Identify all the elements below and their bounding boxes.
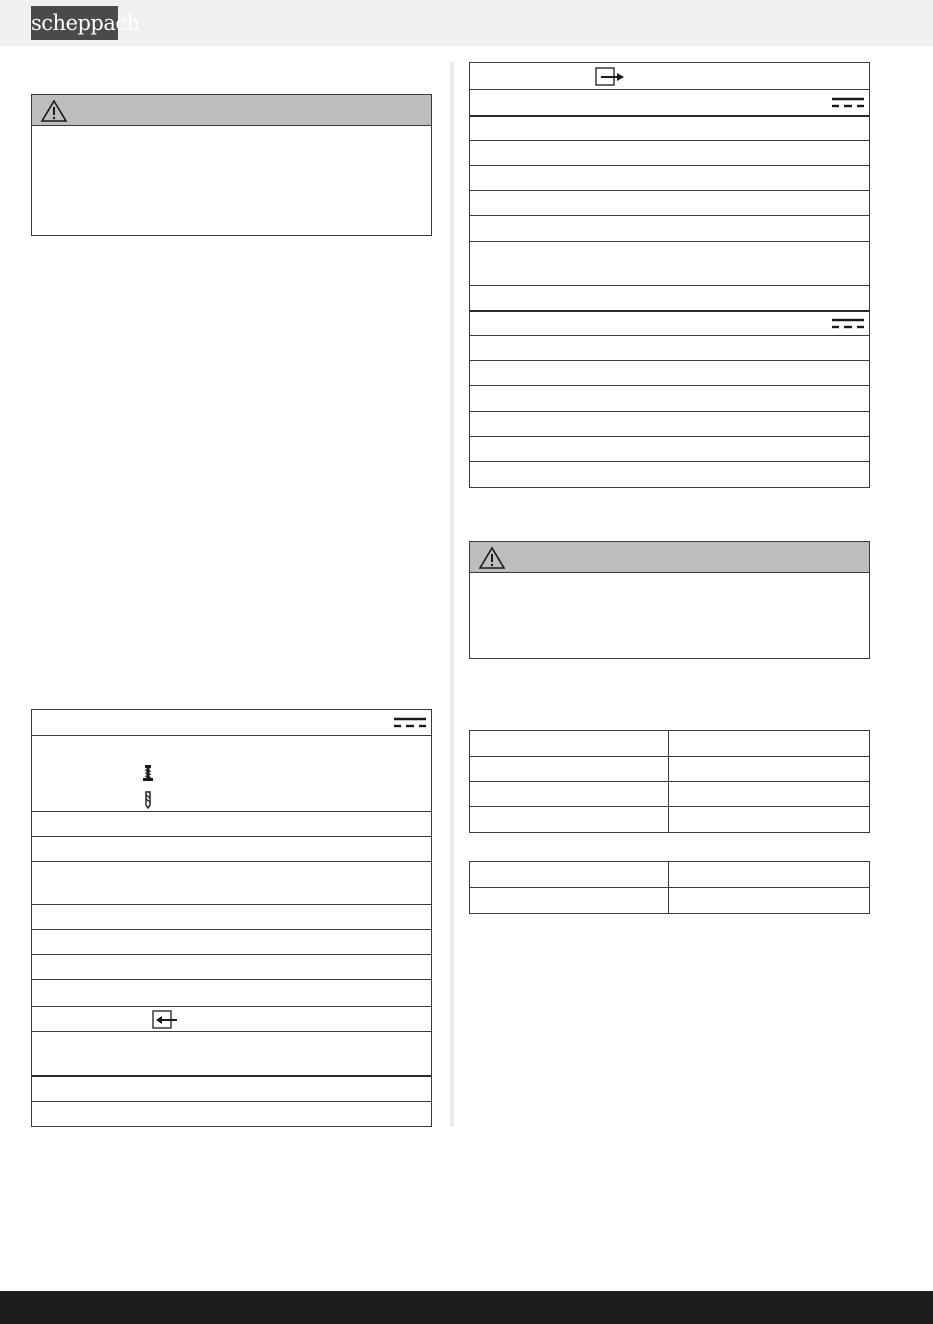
warning-box-left (31, 94, 432, 236)
table-row (470, 190, 869, 216)
table-row (470, 241, 869, 285)
table-row (470, 285, 869, 311)
table-row (32, 1075, 431, 1101)
direct-current-icon (831, 96, 865, 110)
table-row (32, 979, 431, 1005)
table-row (470, 310, 869, 336)
drill-bit-icon (143, 791, 153, 809)
direct-current-icon (393, 716, 427, 730)
table-row (32, 954, 431, 980)
table-row (32, 811, 431, 837)
table-row (470, 436, 869, 462)
table-row (470, 165, 869, 191)
table-row (470, 89, 869, 116)
page-footer (0, 1291, 933, 1324)
table-row (470, 731, 869, 757)
warning-bar (470, 542, 869, 573)
output-arrow-icon (595, 67, 625, 87)
table-row (32, 710, 431, 736)
table-row (470, 140, 869, 166)
table-row (470, 806, 869, 832)
spec-table-right (469, 62, 870, 488)
input-arrow-icon (152, 1010, 178, 1030)
table-row (470, 411, 869, 437)
table-row (470, 461, 869, 487)
table-row (32, 1006, 431, 1032)
table-row (32, 1101, 431, 1127)
warning-triangle-icon (478, 546, 506, 570)
two-column-table-2 (469, 861, 870, 914)
table-row (470, 63, 869, 90)
table-row (32, 929, 431, 955)
screw-icon (143, 765, 153, 783)
table-row (32, 1031, 431, 1075)
table-row (470, 215, 869, 241)
table-row (470, 862, 869, 888)
table-row (470, 335, 869, 361)
warning-box-right (469, 541, 870, 659)
table-row (32, 735, 431, 812)
table-row (470, 115, 869, 141)
table-row (32, 836, 431, 862)
page-header (0, 0, 933, 46)
table-row (470, 887, 869, 913)
table-row (32, 861, 431, 905)
spec-table-left (31, 709, 432, 1127)
table-row (470, 385, 869, 411)
table-row (32, 904, 431, 930)
warning-triangle-icon (40, 99, 68, 123)
table-row (470, 360, 869, 386)
column-divider (450, 62, 454, 1127)
table-row (470, 781, 869, 807)
brand-logo: scheppach (31, 6, 118, 40)
warning-bar (32, 95, 431, 126)
direct-current-icon (831, 317, 865, 331)
two-column-table-1 (469, 730, 870, 833)
table-row (470, 756, 869, 782)
